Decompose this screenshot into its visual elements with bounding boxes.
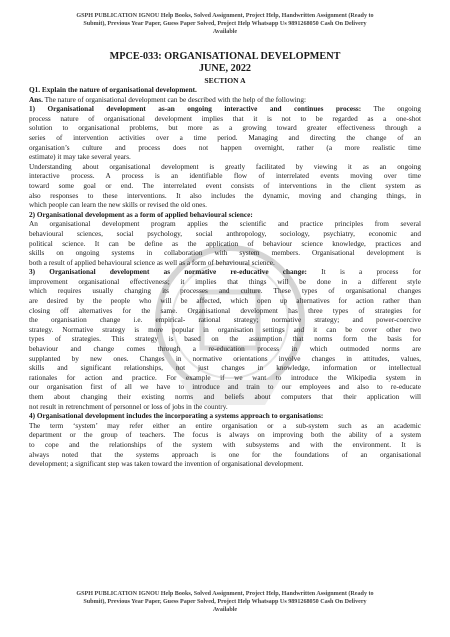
footer-line: Available xyxy=(212,607,238,613)
paragraph-line: our organisation first of all we have to introduce and train to our employees and also to re-educate xyxy=(29,383,421,392)
answer-intro-line xyxy=(29,96,421,106)
paragraph-line: skills on ongoing systems in collaboration with system members. Organisational development is xyxy=(29,249,421,258)
section-heading: SECTION A xyxy=(204,76,246,85)
document-subtitle: JUNE, 2022 xyxy=(198,62,252,74)
question-text: Q1. Explain the nature of organisational development. xyxy=(29,86,197,94)
paragraph-line: estimate) it may take several years. xyxy=(29,153,131,162)
paragraph-line xyxy=(29,105,421,115)
document-body xyxy=(29,86,421,470)
paragraph-line: series of intervention activities over a time period. Managing and directing the change of an xyxy=(29,133,421,142)
paragraph-line: types of strategies. This strategy is based on the assumption that norms form the basis for xyxy=(29,335,421,344)
point-heading: 1) Organisational development as-an ongoing interactive and continues process: xyxy=(29,105,362,114)
text-run: It is a process for xyxy=(306,268,421,277)
paragraph-line: strategy. Normative strategy is more popular in organisation settings and it can be cover other two xyxy=(29,325,421,334)
footer-line: Submit), Previous Year Paper, Guess Paper Solved, Project Help Whatsapp Us 9891268050 Cash On Delivery xyxy=(83,599,367,605)
paragraph-line: closing off alternatives for the same. Organisational development has three types of strategies for xyxy=(29,306,421,315)
paragraph-line xyxy=(29,268,421,278)
paragraph-line: political science. It can be define as the application of behaviour science knowledge, practices and xyxy=(29,239,421,248)
question-line xyxy=(29,86,421,96)
page-footer xyxy=(38,590,412,614)
paragraph-line: improvement organisational effectiveness; it implies that things will be done in a different style xyxy=(29,277,421,286)
answer-label: Ans. xyxy=(29,95,43,104)
paragraph-line xyxy=(29,412,421,422)
paragraph-line: organisation’s culture and process does not happen overnight, rather (a more realistic time xyxy=(29,143,421,152)
page-header xyxy=(38,12,412,36)
document-title: MPCE-033: ORGANISATIONAL DEVELOPMENT xyxy=(109,51,341,62)
text-run: The ongoing xyxy=(361,105,421,114)
paragraph-line: the organisation change i.e. empirical- rational strategy; normative strategy; and power-coercive xyxy=(29,316,421,325)
paragraph-line: toward some goal or end. The interrelated event consists of interventions in the client system as xyxy=(29,181,421,190)
footer-line: GSPH PUBLICATION IGNOU Help Books, Solved Assignment, Project Help, Handwritten Assignment (Ready to xyxy=(76,591,374,597)
header-line: Available xyxy=(212,29,238,35)
paragraph-line: also responses to these interventions. It also includes the dynamic, moving and changing things, in xyxy=(29,191,421,200)
paragraph-line: behavioural sciences, social psychology, social anthropology, sociology, psychiatry, economic and xyxy=(29,229,421,238)
point-heading: 3) Organisational development as normative re-educative change: xyxy=(29,268,307,277)
paragraph-line: rationales for action and practice. For example if we want to introduce the Wikipedia system in xyxy=(29,373,421,382)
paragraph-line: solution to organisational problems, but more as a growing toward greater effectiveness through a xyxy=(29,124,421,133)
paragraph-line: are desired by the people who will be affected, which open up alternatives for action rather than xyxy=(29,297,421,306)
paragraph-line: development; a significant step was taken toward the invention of organisational development. xyxy=(29,460,304,469)
paragraph-line: behaviour and change comes through a re-education process in which outmoded norms are xyxy=(29,345,421,354)
paragraph-line: both a result of applied behavioural science as well as a form of behavioural science. xyxy=(29,258,275,267)
paragraph-line: always noted that the systems approach is one for the foundations of an organisational xyxy=(29,450,421,459)
header-line: Submit), Previous Year Paper, Guess Paper Solved, Project Help Whatsapp Us 9891268050 Cash On Delivery xyxy=(83,21,367,27)
header-line: GSPH PUBLICATION IGNOU Help Books, Solved Assignment, Project Help, Handwritten Assignment (Ready to xyxy=(76,13,374,19)
paragraph-line: not result in retrenchment of personnel or loss of jobs in the country. xyxy=(29,402,228,411)
paragraph-line: skills and significant relationships, not just changes in knowledge, information or intellectual xyxy=(29,364,421,373)
paragraph-line xyxy=(29,211,421,221)
paragraph-line: department or the group of teachers. The focus is always on improving both the ability of a system xyxy=(29,431,421,440)
paragraph-line: process nature of organisational development implies that it is not to be regarded as a one-shot xyxy=(29,114,421,123)
point-heading: 2) Organisational development as a form of applied behavioural science: xyxy=(29,210,253,219)
paragraph-line: interactive process. A process is an identifiable flow of interrelated events moving over time xyxy=(29,172,421,181)
paragraph-line: which requires usually changing its processes and culture. These types of organisational changes xyxy=(29,287,421,296)
paragraph-line: to cope and the relationships of the system with subsystems and with the environment. It is xyxy=(29,440,421,449)
paragraph-line: which people can learn the new skills or revised the old ones. xyxy=(29,201,207,210)
answer-intro: The nature of organisational development can be described with the help of the following: xyxy=(42,95,306,104)
paragraph-line: supplanted by new ones. Changes in normative orientations involve changes in attitudes, values, xyxy=(29,354,421,363)
point-heading: 4) Organisational development includes the incorporating a systems approach to organisations: xyxy=(29,412,324,421)
paragraph-line: Understanding about organisational development is greatly facilitated by viewing it as an ongoing xyxy=(29,162,421,171)
paragraph-line: The term ‘system’ may refer either an entire organisation or a sub-system such as an academic xyxy=(29,421,421,430)
paragraph-line: An organisational development program applies the scientific and practice principles from several xyxy=(29,220,421,229)
paragraph-line: them about changing their existing norms and beliefs about computers that their application will xyxy=(29,393,421,401)
